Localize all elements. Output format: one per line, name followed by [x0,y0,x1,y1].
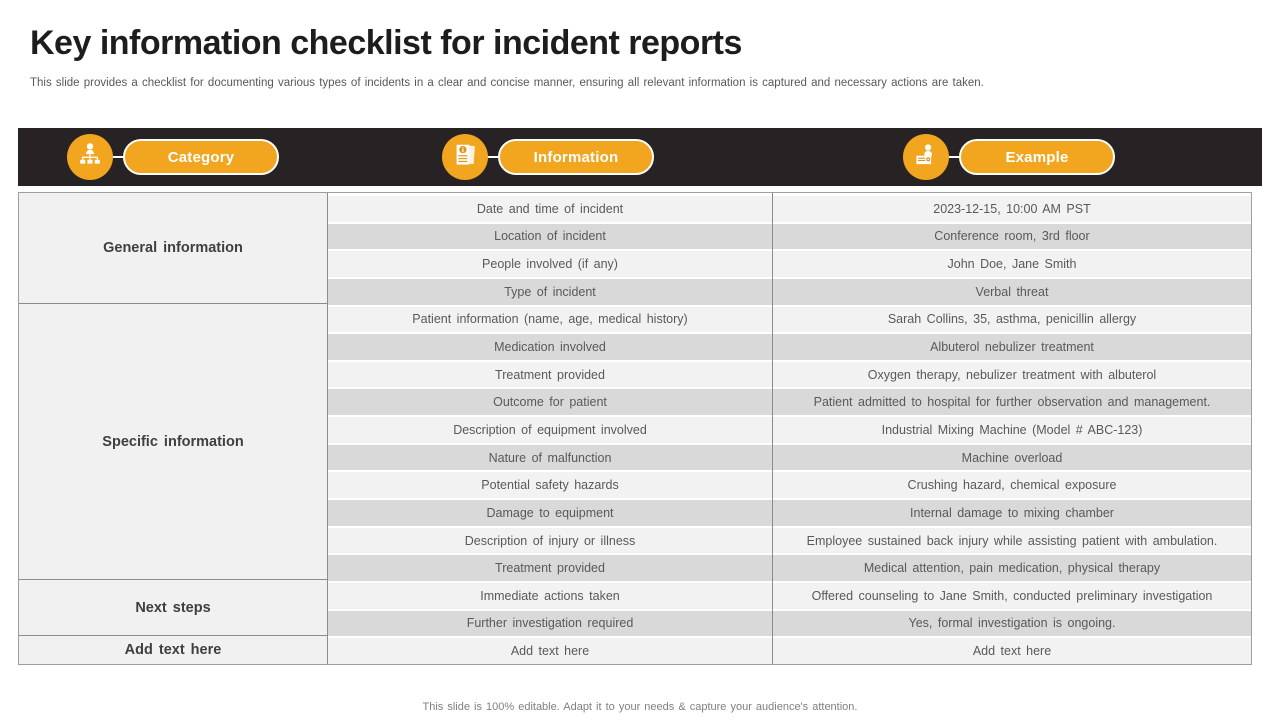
checklist-table [18,192,1252,665]
example-cell: Employee sustained back injury while assisting patient with ambulation. [773,526,1251,554]
information-cell: Treatment provided [328,360,772,388]
example-cell: Oxygen therapy, nebulizer treatment with albuterol [773,360,1251,388]
category-cell: General information [19,193,327,304]
table-header-bar [18,128,1262,186]
example-cell[interactable]: Add text here [773,636,1251,664]
example-cell: Machine overload [773,443,1251,471]
slide-subtitle: This slide provides a checklist for documenting various types of incidents in a clear and concise manner, ensuring all relevant information is captured and necessary actions are taken. [30,77,984,89]
information-cell: Immediate actions taken [328,581,772,609]
category-column [19,193,328,664]
category-icon-circle [67,134,113,180]
example-column [772,193,1251,664]
information-cell[interactable]: Add text here [328,636,772,664]
information-icon-circle [442,134,488,180]
information-cell: Treatment provided [328,553,772,581]
example-cell: Sarah Collins, 35, asthma, penicillin allergy [773,305,1251,333]
information-cell: Patient information (name, age, medical history) [328,305,772,333]
information-cell: Further investigation required [328,609,772,637]
information-cell: Description of equipment involved [328,415,772,443]
example-cell: 2023-12-15, 10:00 AM PST [773,193,1251,222]
information-cell: Outcome for patient [328,387,772,415]
information-cell: Description of injury or illness [328,526,772,554]
information-cell: Type of incident [328,277,772,305]
org-chart-icon [76,141,104,174]
information-cell: Medication involved [328,332,772,360]
example-cell: Offered counseling to Jane Smith, conducted preliminary investigation [773,581,1251,609]
information-cell: Location of incident [328,222,772,250]
information-header-button[interactable]: Information [498,139,654,175]
example-cell: Internal damage to mixing chamber [773,498,1251,526]
header-group-information [442,134,654,180]
information-cell: Damage to equipment [328,498,772,526]
example-cell: Yes, formal investigation is ongoing. [773,609,1251,637]
header-group-category [67,134,279,180]
example-icon-circle [903,134,949,180]
category-cell: Next steps [19,580,327,636]
example-cell: Crushing hazard, chemical exposure [773,470,1251,498]
category-cell[interactable]: Add text here [19,636,327,664]
page-title: Key information checklist for incident reports [30,24,742,62]
example-cell: Medical attention, pain medication, physical therapy [773,553,1251,581]
example-cell: Conference room, 3rd floor [773,222,1251,250]
category-cell: Specific information [19,304,327,580]
example-cell: John Doe, Jane Smith [773,249,1251,277]
example-cell: Industrial Mixing Machine (Model # ABC-123) [773,415,1251,443]
information-column [328,193,772,664]
information-cell: People involved (if any) [328,249,772,277]
example-cell: Albuterol nebulizer treatment [773,332,1251,360]
information-cell: Potential safety hazards [328,470,772,498]
example-cell: Verbal threat [773,277,1251,305]
category-header-button[interactable]: Category [123,139,279,175]
example-cell: Patient admitted to hospital for further observation and management. [773,387,1251,415]
information-cell: Date and time of incident [328,193,772,222]
presenter-desk-icon [912,141,940,174]
header-group-example [903,134,1115,180]
slide-footer-note: This slide is 100% editable. Adapt it to your needs & capture your audience's attention. [422,701,858,713]
information-cell: Nature of malfunction [328,443,772,471]
example-header-button[interactable]: Example [959,139,1115,175]
document-info-icon [451,141,479,174]
